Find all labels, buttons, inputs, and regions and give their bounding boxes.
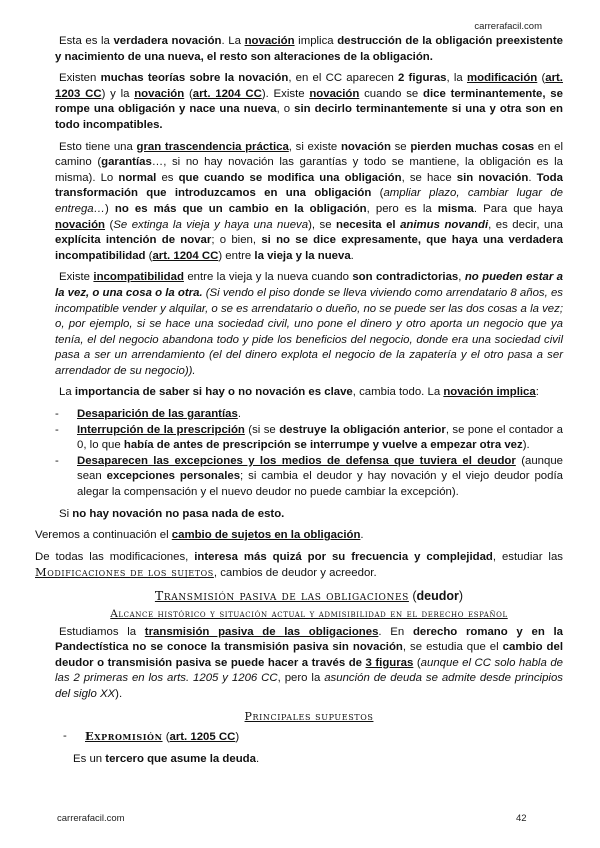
supuestos-list bbox=[55, 729, 563, 746]
list-item: - Interrupción de la prescripción (si se destruye la obligación anterior, se pone el contador a 0, lo que había de antes de prescripción se interrumpe y vuelve a empezar otra vez). bbox=[55, 423, 564, 452]
paragraph-modificaciones: De todas las modificaciones, interesa más quizá por su frecuencia y complejidad, estudiar las Modificaciones de los sujetos, cambios de deudor y acreedor. bbox=[35, 550, 563, 580]
paragraph-estudiamos: Estudiamos la transmisión pasiva de las obligaciones. En derecho romano y en la Pandectística no se conoce la transmisión pasiva sin novación, se estudia que el cambio del deudor o transmisión pasiva se puede hacer a través de 3 figuras (aunque el CC solo habla de las 2 primeras en los arts. 1205 y 1206 CC, pero la asunción de deuda se admite desde principios del siglo XX). bbox=[55, 625, 564, 700]
paragraph-tercero: Es un tercero que asume la deuda. bbox=[73, 752, 260, 765]
paragraph-veremos: Veremos a continuación el cambio de sujetos en la obligación. bbox=[35, 529, 364, 542]
paragraph-teorias: Existen muchas teorías sobre la novación, en el CC aparecen 2 figuras, la modificación (art. 1203 CC) y la novación (art. 1204 CC). Existe novación cuando se dice terminantemente, se rompe una obligación y nace una nueva, o sin decirlo terminantemente si una y otra son en todo incompatibles. bbox=[55, 72, 563, 131]
list-item: - Desaparición de las garantías. bbox=[55, 408, 241, 421]
header-site: carrerafacil.com bbox=[474, 21, 542, 32]
paragraph-no-novacion: Si no hay novación no pasa nada de esto. bbox=[59, 507, 285, 520]
page-content bbox=[35, 34, 564, 773]
heading-transmision-pasiva: Transmisión pasiva de las obligaciones (deudor) bbox=[154, 588, 464, 603]
list-item-expromision: - Expromisión (art. 1205 CC) bbox=[63, 729, 240, 744]
footer-site: carrerafacil.com bbox=[57, 813, 125, 824]
heading-alcance-historico: Alcance histórico y situación actual y admisibilidad en el derecho español bbox=[110, 607, 508, 620]
list-item: - Desaparecen las excepciones y los medios de defensa que tuviera el deudor (aunque sean excepciones personales; si cambia el deudor y hay novación y el viejo deudor podía alegar la compensación y el nuevo deudor no puede cambiar la excepción). bbox=[55, 454, 563, 499]
paragraph-importancia: La importancia de saber si hay o no novación es clave, cambia todo. La novación implica: bbox=[59, 386, 539, 399]
effects-list bbox=[55, 407, 563, 501]
paragraph-incompatibilidad: Existe incompatibilidad entre la vieja y la nueva cuando son contradictorias, no pueden estar a la vez, o una cosa o la otra. (Si vendo el piso donde se lleva viviendo como arrendatario 8 años, es incompatible vender y alquilar, o se es arrendatario o dueño, no se puede ser las dos cosas a la vez; o, por ejemplo, si se hace una sociedad civil, uno pone el dinero y otro aporta un negocio que ya tenía, el del negocio abandona todo y pide los beneficios del negocio, donde era una sociedad civil pasa a ser un arrendamiento (el del dinero explota el negocio de la zapatería y el otro pasa a ser arrendador de su negocio)). bbox=[55, 271, 563, 377]
paragraph-trascendencia: Esto tiene una gran trascendencia práctica, si existe novación se pierden muchas cosas en el camino (garantías…, si no hay novación las garantías y todo se mantiene, la obligación es la misma). Lo normal es que cuando se modifica una obligación, se hace sin novación. Toda transformación que introduzcamos en una obligación (ampliar plazo, cambiar lugar de entrega…) no es más que un cambio en la obligación, pero es la misma. Para que haya novación (Se extinga la vieja y haya una nueva), se necesita el animus novandi, es decir, una explícita intención de novar; o bien, si no se dice expresamente, que haya una verdadera incompatibilidad (art. 1204 CC) entre la vieja y la nueva. bbox=[55, 140, 563, 262]
page-number: 42 bbox=[516, 813, 527, 824]
heading-principales-supuestos: Principales supuestos bbox=[244, 709, 374, 723]
paragraph-verdadera-novacion: Esta es la verdadera novación. La novación implica destrucción de la obligación preexistente y nacimiento de una nueva, el resto son alteraciones de la obligación. bbox=[55, 35, 564, 63]
